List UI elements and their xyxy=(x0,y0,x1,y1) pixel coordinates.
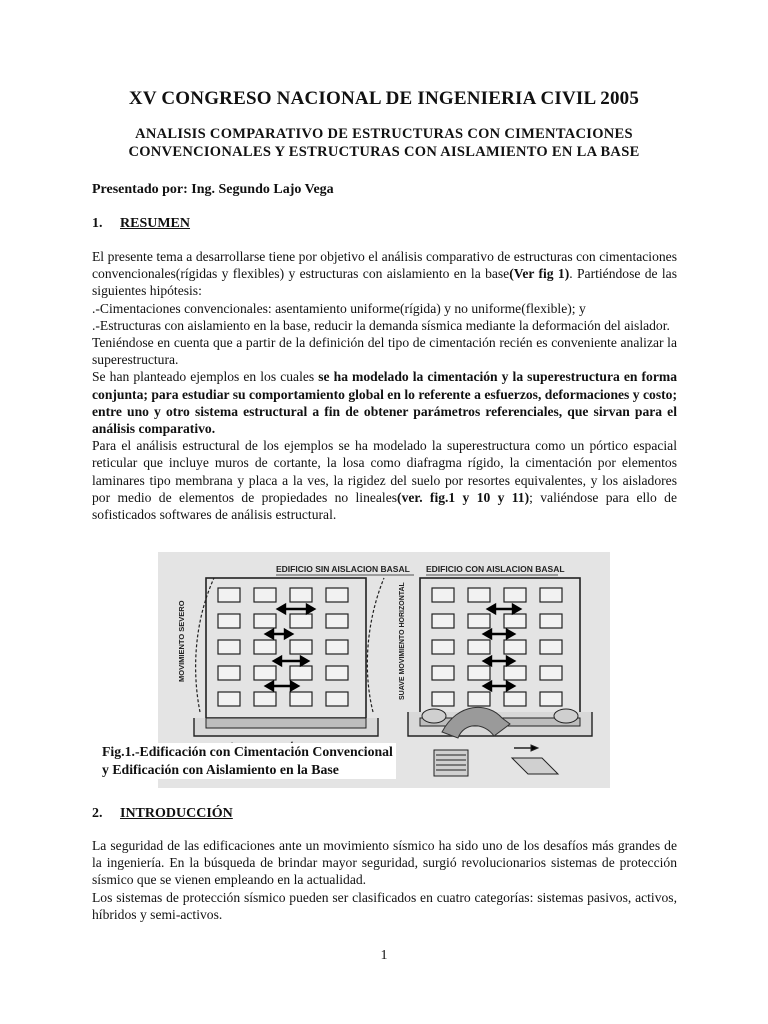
section-1-body xyxy=(92,248,677,523)
text-run-bold: (ver. fig.1 y 10 y 11) xyxy=(397,489,530,505)
section-2-number: 2. xyxy=(92,806,103,821)
conference-title: XV CONGRESO NACIONAL DE INGENIERIA CIVIL 2005 xyxy=(128,88,640,109)
text-run: Se han planteado ejemplos en los cuales xyxy=(92,369,319,385)
figure-1-caption xyxy=(102,743,396,779)
section-2-body xyxy=(92,837,677,923)
paragraph: .-Estructuras con aislamiento en la base, reducir la demanda sísmica mediante la deformación del aislador. xyxy=(92,317,670,333)
paragraph: .-Cimentaciones convencionales: asentamiento uniforme(rígida) y no uniforme(flexible); y xyxy=(92,300,586,316)
text-run: ; valiéndose para ello de sofisticados softwares de análisis estructural. xyxy=(92,489,678,523)
section-2-heading xyxy=(92,806,233,822)
right-figure-title: EDIFICIO CON AISLACION BASAL xyxy=(426,564,565,574)
caption-line-1: Fig.1.-Edificación con Cimentación Convencional xyxy=(102,744,393,759)
page-number: 1 xyxy=(380,948,388,963)
section-2-title: INTRODUCCIÓN xyxy=(120,806,233,821)
paragraph: Los sistemas de protección sísmico pueden ser clasificados en cuatro categorías: sistemas pasivos, activos, híbridos y semi-activos. xyxy=(92,889,677,922)
paper-title-line-2: CONVENCIONALES Y ESTRUCTURAS CON AISLAMIENTO EN LA BASE xyxy=(128,144,640,160)
text-run: Para el análisis estructural de los ejemplos se ha modelado la superestructura como un pórtico espacial reticular que incluye muros de cortante, la losa como diafragma rígido, la cimentación por elementos laminares tipo membrana y placa a la ves, la rigidez del suelo por resortes equivalentes, y los aisladores por medio de elementos de propiedades no lineales xyxy=(92,438,677,505)
paragraph: La seguridad de las edificaciones ante un movimiento sísmico ha sido uno de los desafíos más grandes de la ingeniería. En la búsqueda de brindar mayor seguridad, surgió revolucionarios sistemas de protección sísmico que se vienen empleando en la actualidad. xyxy=(92,838,677,888)
paragraph xyxy=(92,368,677,437)
paper-title-line-1: ANALISIS COMPARATIVO DE ESTRUCTURAS CON CIMENTACIONES xyxy=(135,126,633,142)
caption-line-2: y Edificación con Aislamiento en la Base xyxy=(102,762,339,777)
section-1-number: 1. xyxy=(92,216,103,231)
paragraph xyxy=(92,437,677,523)
text-run: . Partiéndose de las siguientes hipótesis: xyxy=(92,266,678,299)
left-figure-title: EDIFICIO SIN AISLACION BASAL xyxy=(276,564,410,574)
section-1-heading xyxy=(92,216,190,232)
section-1-title: RESUMEN xyxy=(120,216,191,231)
right-side-label: SUAVE MOVIMIENTO HORIZONTAL xyxy=(399,582,406,700)
text-run-bold: se ha modelado la cimentación y la superestructura en forma conjunta; para estudiar su comportamiento global en lo referente a esfuerzos, deformaciones y costo; entre uno y otro sistema estructural a fin de obtener parámetros referenciales, que sirvan para el análisis comparativo. xyxy=(92,369,678,437)
paragraph: Teniéndose en cuenta que a partir de la definición del tipo de cimentación recién es conveniente analizar la superestructura. xyxy=(92,335,677,368)
paragraph xyxy=(92,248,677,300)
left-side-label: MOVIMIENTO SEVERO xyxy=(177,600,186,682)
author-line: Presentado por: Ing. Segundo Lajo Vega xyxy=(92,182,334,197)
text-run: El presente tema a desarrollarse tiene por objetivo el análisis comparativo de estructuras con cimentaciones convencionales(rígidas y flexibles) y estructuras con aislamiento en la base xyxy=(92,249,677,282)
paper-title xyxy=(0,125,768,161)
text-run-bold: (Ver fig 1) xyxy=(509,266,570,282)
